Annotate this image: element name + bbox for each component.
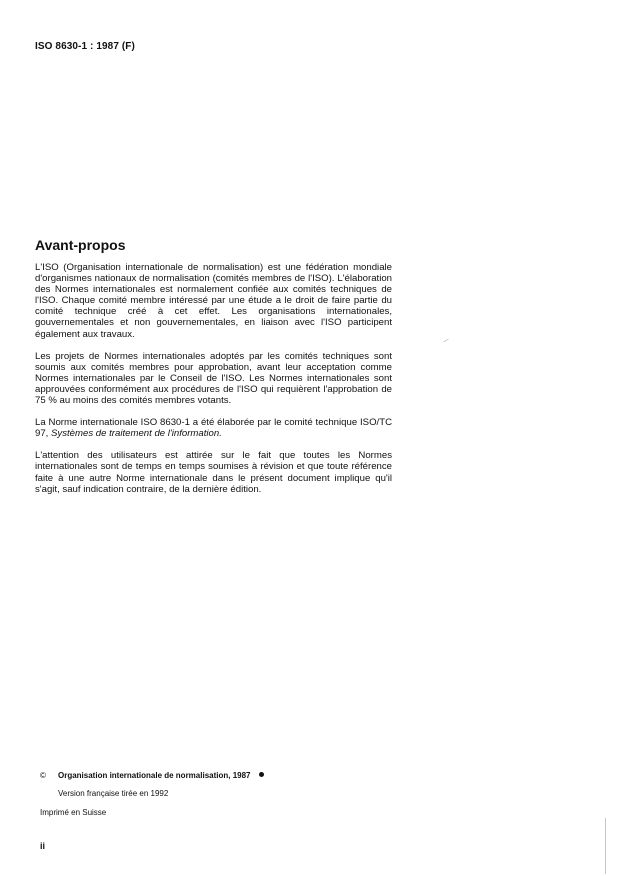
bullet-dot	[259, 772, 264, 777]
copyright-text: Organisation internationale de normalisation, 1987	[58, 771, 251, 780]
foreword-paragraph-1: L'ISO (Organisation internationale de normalisation) est une fédération mondiale d'organismes nationaux de normalisation (comités membres de l'ISO). L'élaboration des Normes internationales est normalement confiée aux comités techniques de l'ISO. Chaque comité membre intéressé par une étude a le droit de faire partie du comité technique créé à cet effet. Les organisations internationales, gouvernementales et non gouvernementales, en liaison avec l'ISO participent également aux travaux.	[35, 262, 392, 340]
foreword-body	[35, 262, 392, 506]
foreword-paragraph-3	[35, 417, 392, 439]
committee-title: Systèmes de traitement de l'information.	[51, 428, 222, 440]
printed-in: Imprimé en Suisse	[40, 808, 107, 817]
version-note: Version française tirée en 1992	[58, 789, 169, 798]
scan-artifact-edge	[605, 818, 606, 874]
copyright-symbol: ©	[40, 771, 46, 780]
scan-artifact-mark	[443, 339, 449, 343]
copyright-line	[40, 771, 264, 780]
foreword-title: Avant-propos	[35, 237, 126, 253]
standard-reference: ISO 8630-1 : 1987 (F)	[35, 41, 135, 52]
paragraph-3-text: La Norme internationale ISO 8630-1 a été élaborée par le comité technique ISO/TC 97,	[35, 417, 392, 440]
page-number: ii	[40, 841, 46, 851]
foreword-paragraph-2: Les projets de Normes internationales adoptés par les comités techniques sont soumis aux comités membres pour approbation, avant leur acceptation comme Normes internationales par le Conseil de l'ISO. Les Normes internationales sont approuvées conformément aux procédures de l'ISO qui requièrent l'approbation de 75 % au moins des comités membres votants.	[35, 350, 392, 407]
foreword-paragraph-4: L'attention des utilisateurs est attirée sur le fait que toutes les Normes internationales sont de temps en temps soumises à révision et que toute référence faite à une autre Norme internationale dans le présent document implique qu'il s'agit, sauf indication contraire, de la dernière édition.	[35, 450, 392, 495]
